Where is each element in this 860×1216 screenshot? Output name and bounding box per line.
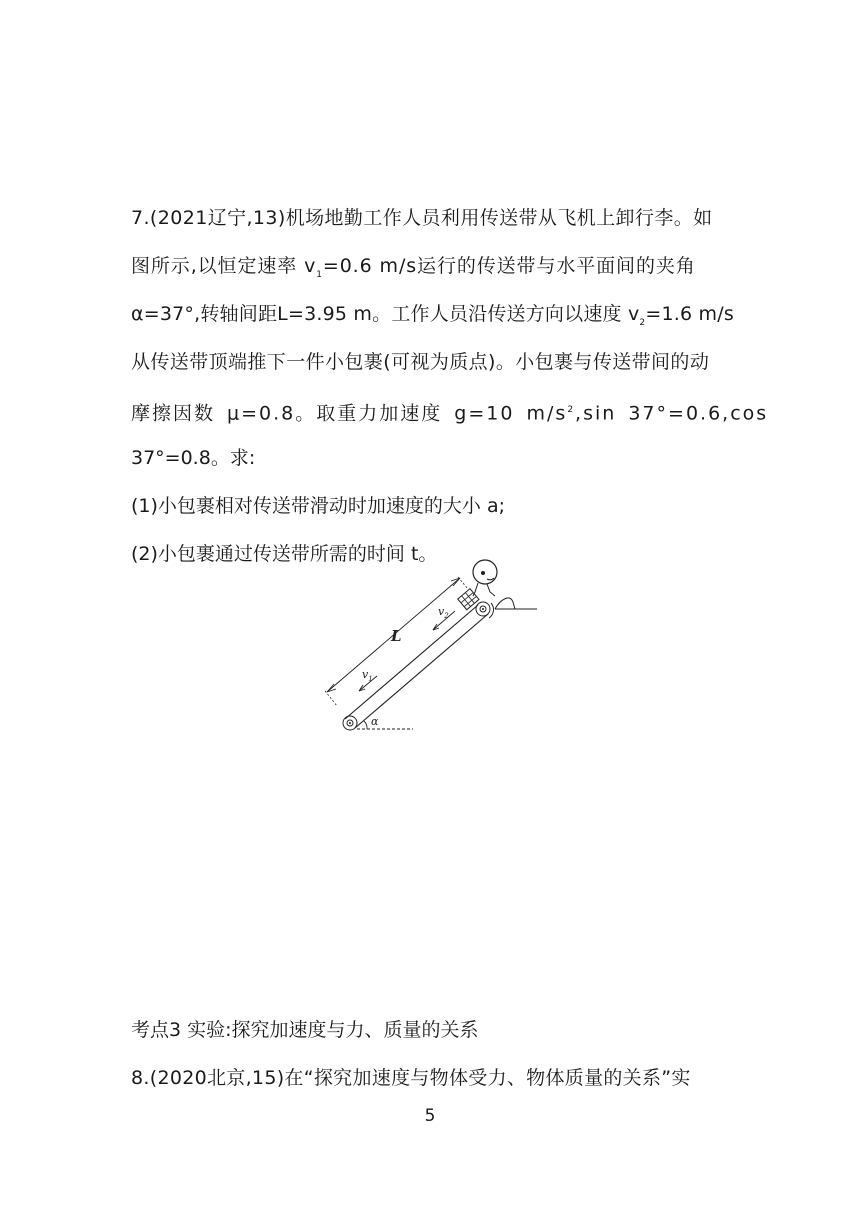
text-segment: 摩擦因数 μ=0.8。取重力加速度 g=10 m/s: [131, 402, 568, 425]
bottom-pulley-center: [349, 722, 351, 724]
page-number: 5: [424, 1106, 436, 1126]
text-segment: =1.6 m/s: [645, 303, 734, 325]
support-shape: [495, 598, 515, 609]
problem7-line5: [131, 398, 768, 425]
question-1: (1)小包裹相对传送带滑动时加速度的大小 a;: [131, 495, 505, 517]
superscript: 2: [567, 405, 576, 415]
dimension-extension-bottom: [325, 691, 337, 706]
problem7-line3: [131, 302, 734, 335]
belt-lower-edge: [355, 614, 488, 728]
v2-subscript: 2: [444, 612, 449, 620]
subscript: 2: [639, 317, 646, 328]
problem7-line1: 7.(2021辽宁,13)机场地勤工作人员利用传送带从飞机上卸行李。如: [131, 207, 713, 229]
problem8-line1: 8.(2020北京,15)在“探究加速度与物体受力、物体质量的关系”实: [131, 1067, 691, 1089]
angle-arc: [364, 721, 367, 729]
v1-subscript: 1: [368, 675, 373, 683]
text-segment: ,sin 37°=0.6,cos: [575, 402, 769, 425]
length-label: L: [391, 627, 402, 645]
v1-label: [362, 668, 373, 683]
conveyor-belt-figure: [315, 548, 545, 738]
section-title: 考点3 实验:探究加速度与力、质量的关系: [131, 1019, 479, 1041]
worker-head: [473, 560, 497, 584]
question-2: (2)小包裹通过传送带所需的时间 t。: [131, 543, 438, 565]
v2-label: [438, 605, 449, 620]
problem7-line4: 从传送带顶端推下一件小包裹(可视为质点)。小包裹与传送带间的动: [131, 351, 710, 373]
problem7-line2: [131, 254, 696, 287]
v2-symbol: v: [438, 605, 445, 618]
v1-symbol: v: [362, 668, 369, 681]
top-pulley-center: [482, 608, 484, 610]
text-segment: α=37°,转轴间距L=3.95 m。工作人员沿传送方向以速度 v: [131, 303, 640, 325]
worker-body: [487, 584, 495, 596]
text-segment: 图所示,以恒定速率 v: [131, 255, 317, 277]
angle-label: α: [371, 715, 379, 728]
worker-eye: [481, 571, 485, 575]
problem7-line6: 37°=0.8。求:: [131, 447, 256, 469]
subscript: 1: [316, 269, 323, 280]
belt-upper-edge: [345, 605, 478, 719]
text-segment: =0.6 m/s运行的传送带与水平面间的夹角: [322, 255, 696, 277]
worker-arm: [473, 583, 478, 596]
